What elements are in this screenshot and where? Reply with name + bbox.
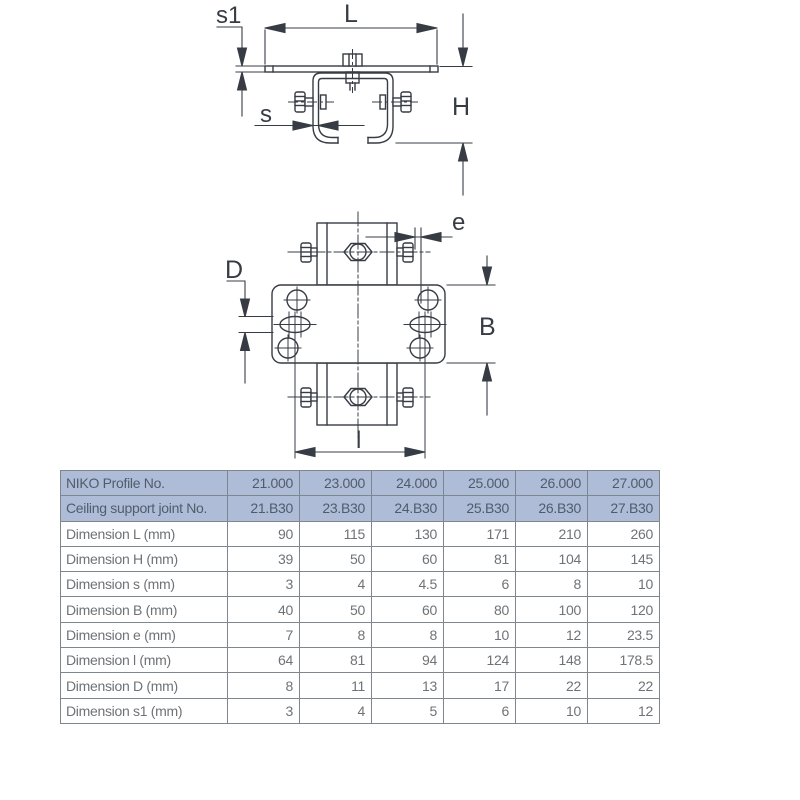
dimension-label-l: l <box>356 427 362 454</box>
table-cell: 8 <box>228 673 300 698</box>
row-label: Dimension D (mm) <box>61 673 228 698</box>
table-cell: 5 <box>372 698 444 723</box>
row-label: Ceiling support joint No. <box>61 496 228 521</box>
table-cell: 171 <box>444 521 516 546</box>
spec-table <box>60 470 660 724</box>
row-label: Dimension l (mm) <box>61 648 228 673</box>
table-cell: 6 <box>444 698 516 723</box>
table-cell: 25.B30 <box>444 496 516 521</box>
table-cell: 27.000 <box>588 471 660 496</box>
dimension-label-e: e <box>452 209 466 236</box>
table-cell: 10 <box>444 622 516 647</box>
table-cell: 40 <box>228 597 300 622</box>
table-cell: 90 <box>228 521 300 546</box>
table-cell: 94 <box>372 648 444 673</box>
dimension-label-s: s <box>260 101 272 128</box>
table-row-profile-no <box>61 471 660 496</box>
front-view-dimensions <box>217 14 472 195</box>
table-row-dimension-B <box>61 597 660 622</box>
table-cell: 115 <box>300 521 372 546</box>
table-cell: 3 <box>228 572 300 597</box>
front-view-drawing <box>265 54 438 143</box>
table-cell: 178.5 <box>588 648 660 673</box>
table-row-dimension-H <box>61 546 660 571</box>
table-row-dimension-e <box>61 622 660 647</box>
table-row-dimension-D <box>61 673 660 698</box>
row-label: Dimension H (mm) <box>61 546 228 571</box>
table-cell: 22 <box>516 673 588 698</box>
mounting-bar <box>265 66 438 72</box>
table-cell: 39 <box>228 546 300 571</box>
table-cell: 100 <box>516 597 588 622</box>
table-cell: 104 <box>516 546 588 571</box>
table-cell: 17 <box>444 673 516 698</box>
table-cell: 27.B30 <box>588 496 660 521</box>
table-cell: 64 <box>228 648 300 673</box>
table-cell: 25.000 <box>444 471 516 496</box>
table-cell: 21.000 <box>228 471 300 496</box>
table-row-joint-no <box>61 496 660 521</box>
table-cell: 120 <box>588 597 660 622</box>
row-label: Dimension e (mm) <box>61 622 228 647</box>
table-cell: 50 <box>300 546 372 571</box>
table-cell: 6 <box>444 572 516 597</box>
table-cell: 4 <box>300 572 372 597</box>
table-cell: 13 <box>372 673 444 698</box>
dimension-label-H: H <box>452 93 471 121</box>
table-cell: 26.B30 <box>516 496 588 521</box>
table-cell: 130 <box>372 521 444 546</box>
table-cell: 60 <box>372 597 444 622</box>
table-cell: 260 <box>588 521 660 546</box>
row-label: Dimension s1 (mm) <box>61 698 228 723</box>
table-cell: 7 <box>228 622 300 647</box>
table-cell: 21.B30 <box>228 496 300 521</box>
table-cell: 8 <box>372 622 444 647</box>
table-cell: 8 <box>516 572 588 597</box>
table-cell: 124 <box>444 648 516 673</box>
row-label: NIKO Profile No. <box>61 471 228 496</box>
table-cell: 145 <box>588 546 660 571</box>
table-cell: 80 <box>444 597 516 622</box>
table-cell: 23.000 <box>300 471 372 496</box>
table-cell: 210 <box>516 521 588 546</box>
row-label: Dimension B (mm) <box>61 597 228 622</box>
table-cell: 60 <box>372 546 444 571</box>
table-cell: 23.5 <box>588 622 660 647</box>
dimension-label-s1: s1 <box>216 2 242 29</box>
row-label: Dimension L (mm) <box>61 521 228 546</box>
table-cell: 12 <box>516 622 588 647</box>
table-cell: 10 <box>588 572 660 597</box>
table-row-dimension-s <box>61 572 660 597</box>
table-cell: 81 <box>444 546 516 571</box>
table-cell: 50 <box>300 597 372 622</box>
table-cell: 3 <box>228 698 300 723</box>
front-view-centerlines <box>288 49 418 102</box>
table-cell: 4 <box>300 698 372 723</box>
table-cell: 4.5 <box>372 572 444 597</box>
table-cell: 24.000 <box>372 471 444 496</box>
table-cell: 24.B30 <box>372 496 444 521</box>
table-row-dimension-s1 <box>61 698 660 723</box>
table-cell: 12 <box>588 698 660 723</box>
dimension-label-L: L <box>344 0 358 28</box>
table-cell: 26.000 <box>516 471 588 496</box>
table-cell: 8 <box>300 622 372 647</box>
table-cell: 22 <box>588 673 660 698</box>
table-row-dimension-l <box>61 648 660 673</box>
table-cell: 148 <box>516 648 588 673</box>
table-cell: 23.B30 <box>300 496 372 521</box>
dimension-label-B: B <box>479 313 496 341</box>
table-cell: 81 <box>300 648 372 673</box>
row-label: Dimension s (mm) <box>61 572 228 597</box>
table-row-dimension-L <box>61 521 660 546</box>
table-cell: 10 <box>516 698 588 723</box>
spec-table-container <box>60 470 660 724</box>
dimension-label-D: D <box>225 256 244 284</box>
table-cell: 11 <box>300 673 372 698</box>
